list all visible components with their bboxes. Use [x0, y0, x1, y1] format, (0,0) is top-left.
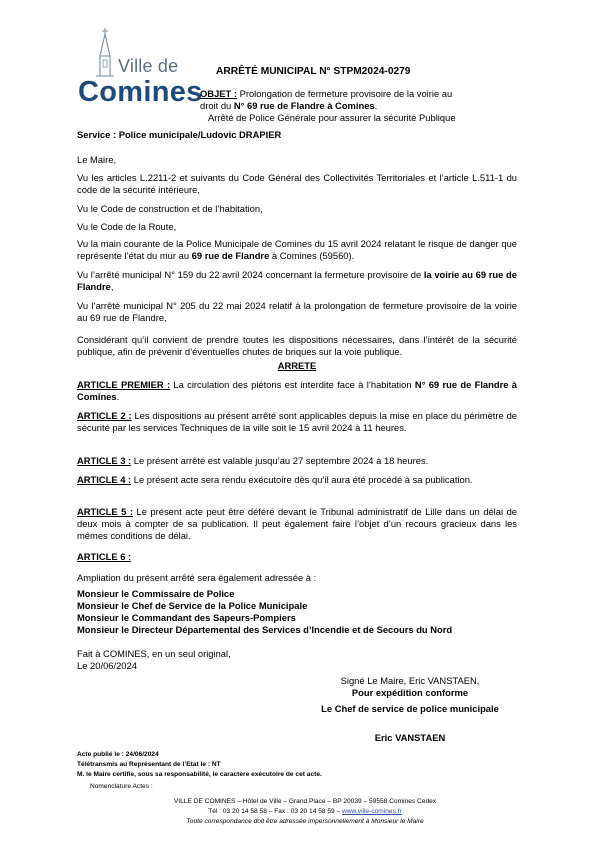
objet-line-2 — [200, 100, 516, 112]
article-5 — [77, 506, 517, 542]
article-4 — [77, 474, 517, 486]
footer-contact — [60, 807, 550, 816]
vu-articles: Vu les articles L.2211-2 et suivants du Code Général des Collectivités Territoriales et l’article L.511-1 du code de la sécurité intérieure, — [77, 172, 517, 195]
article-4-label: ARTICLE 4 : — [77, 474, 132, 485]
vu5-text: Vu l’arrêté municipal N° 159 du 22 avril 2024 concernant la fermeture provisoire de — [77, 269, 424, 280]
footer-note: Toute correspondance doit être adressée impersonnellement à Monsieur le Maire — [186, 818, 424, 825]
recipient-item: Monsieur le Chef de Service de la Police Municipale — [77, 600, 308, 611]
objet-block — [200, 88, 516, 124]
arrete-heading: ARRETE — [277, 360, 317, 371]
city-logo — [78, 28, 203, 110]
certification: M. le Maire certifie, sous sa responsabilité, le caractère exécutoire de cet acte. — [77, 771, 322, 778]
vu5-address: la voirie au 69 rue de Flandre — [77, 269, 517, 292]
article-3-label: ARTICLE 3 : — [77, 455, 132, 466]
recipient-item: Monsieur le Commissaire de Police — [77, 588, 235, 599]
vu4-address: 69 rue de Flandre — [191, 250, 270, 261]
date: Le 20/06/2024 — [77, 660, 137, 671]
article-2-label: ARTICLE 2 : — [77, 410, 132, 421]
signature-expedition: Pour expédition conforme — [351, 687, 469, 698]
article-1-text: La circulation des piétons est interdite face à l’habitation — [170, 379, 415, 390]
signature-name: Eric VANSTAEN — [374, 732, 446, 743]
objet-line-3: Arrêté de Police Générale pour assurer la sécurité Publique — [208, 112, 456, 123]
article-3-text: Le présent arrêté est valable jusqu’au 27 septembre 2024 à 18 heures. — [131, 455, 429, 466]
vu-code-construction: Vu le Code de construction et de l’habitation, — [77, 203, 263, 214]
article-6-label: ARTICLE 6 : — [77, 551, 132, 562]
vu-arrete-205: Vu l’arrêté municipal N° 205 du 22 mai 2024 relatif à la prolongation de fermeture provisoire de la voirie au 69 rue de Flandre, — [77, 300, 517, 323]
objet-address: N° 69 rue de Flandre à Comines — [233, 100, 375, 111]
article-2-text: Les dispositions au présent arrêté sont applicables depuis la mise en place du périmètre de sécurité par les services Techniques de la ville soit le 15 avril 2024 à 11 heures. — [77, 410, 517, 433]
service-line: Service : Police municipale/Ludovic DRAPIER — [77, 129, 282, 140]
article-6 — [77, 551, 517, 563]
vu-code-route: Vu le Code de la Route, — [77, 221, 177, 232]
article-5-label: ARTICLE 5 : — [77, 506, 133, 517]
article-1 — [77, 379, 517, 403]
signature-signe: Signé Le Maire, Eric VANSTAEN, — [340, 675, 480, 686]
vu-arrete-159 — [77, 269, 517, 293]
objet-line-1 — [200, 88, 516, 100]
document-title: ARRÊTÉ MUNICIPAL N° STPM2024-0279 — [216, 66, 411, 77]
le-maire: Le Maire, — [77, 154, 117, 165]
ampliation: Ampliation du présent arrêté sera également adressée à : — [77, 572, 317, 583]
article-3 — [77, 455, 517, 467]
fait-a: Fait à COMINES, en un seul original, — [77, 648, 231, 659]
considerant: Considérant qu’il convient de prendre toutes les dispositions nécessaires, dans l’intérêt de la sécurité publique, afin de prévenir d’éventuelles chutes de briques sur la voie publique. — [77, 334, 517, 357]
logo-ville-text: Ville de — [118, 56, 179, 76]
nomenclature: Nomenclature Actes : — [90, 783, 153, 790]
vu4-post: à Comines (59560). — [269, 250, 355, 261]
article-1-address: N° 69 rue de Flandre à Comines — [77, 379, 517, 402]
objet-text-1: Prolongation de fermeture provisoire de la voirie au — [236, 88, 453, 99]
signature-chef: Le Chef de service de police municipale — [321, 703, 499, 714]
vu4-text: Vu la main courante de la Police Municipale de Comines du 15 avril 2024 relatant le risque de danger que représente l’état du mur au — [77, 238, 517, 261]
article-1-label: ARTICLE PREMIER : — [77, 379, 171, 390]
vu-main-courante — [77, 238, 517, 262]
footer-tel: Tél : 03 20 14 58 58 – Fax : 03 20 14 58 59 – — [208, 808, 343, 815]
footer-address: VILLE DE COMINES – Hôtel de Ville – Grand Place – BP 20039 – 59558 Comines Cedex — [173, 798, 437, 805]
website-link[interactable]: www.ville-comines.fr — [342, 808, 402, 815]
article-1-post: . — [116, 391, 120, 402]
article-2 — [77, 410, 517, 434]
teletransmis: Télétransmis au Représentant de l’Etat le : NT — [77, 761, 221, 768]
objet-label: OBJET : — [200, 88, 237, 99]
objet-text-2b: . — [374, 100, 378, 111]
recipients-list — [77, 588, 517, 636]
recipient-item: Monsieur le Commandant des Sapeurs-Pompiers — [77, 612, 296, 623]
church-spire-icon — [94, 28, 116, 78]
article-4-text: Le présent acte sera rendu exécutoire dès qu’il aura été procédé à sa publication. — [131, 474, 473, 485]
acte-publie: Acte publié le : 24/06/2024 — [77, 751, 159, 758]
article-5-text: Le présent acte peut être déféré devant le Tribunal administratif de Lille dans un délai de deux mois à compter de sa publication. Il peut également faire l’objet d’un recours gracieux dans les mêmes conditions de délai. — [77, 506, 517, 541]
objet-text-2a: droit du — [200, 100, 234, 111]
recipient-item: Monsieur le Directeur Départemental des Services d’Incendie et de Secours du Nord — [77, 624, 453, 635]
logo-comines-text: Comines — [78, 76, 203, 108]
vu5-post: , — [110, 281, 114, 292]
